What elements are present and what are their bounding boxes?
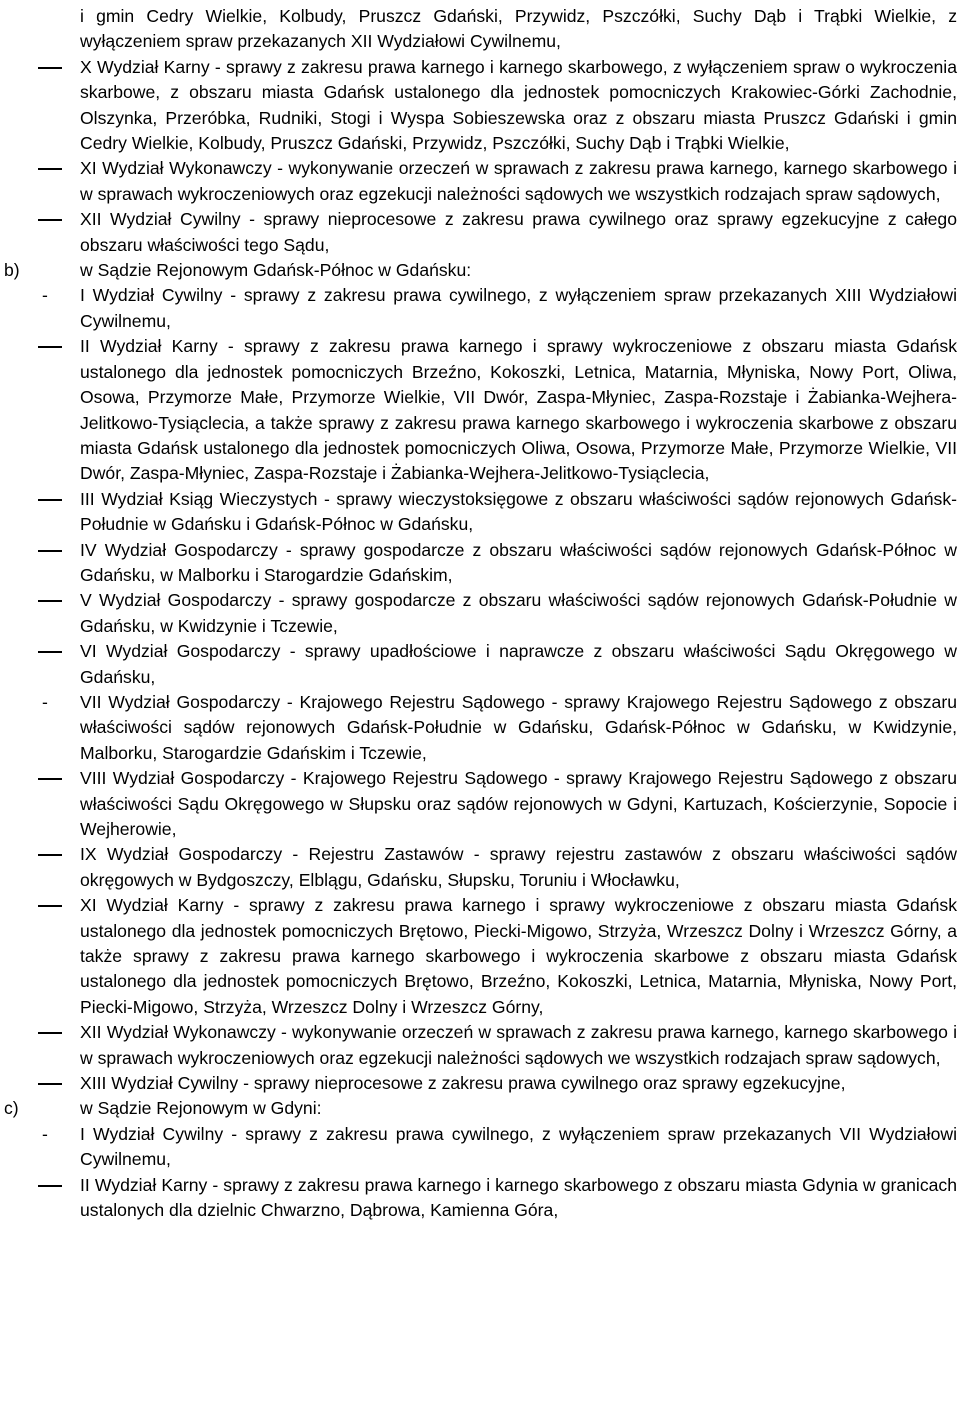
dash-bullet-icon: [38, 219, 62, 221]
list-item: [0, 55, 960, 157]
dash-bullet-icon: [38, 905, 62, 907]
hyphen-bullet: -: [42, 285, 48, 306]
list-item-text: XI Wydział Wykonawczy - wykonywanie orzeczeń w sprawach z zakresu prawa karnego, karnego skarbowego i w sprawach wykroczeniowych oraz egzekucji należności sądowych we wszystkich rodzajach spraw sądowych,: [80, 158, 957, 204]
list-item-text: IX Wydział Gospodarczy - Rejestru Zastawów - sprawy rejestru zastawów z obszaru właściwości sądów okręgowych w Bydgoszczy, Elblągu, Gdańsku, Słupsku, Toruniu i Włocławku,: [80, 844, 957, 890]
dash-bullet-icon: [38, 67, 62, 69]
list-item-text: XII Wydział Wykonawczy - wykonywanie orzeczeń w sprawach z zakresu prawa karnego, karnego skarbowego i w sprawach wykroczeniowych oraz egzekucji należności sądowych we wszystkich rodzajach spraw sądowych,: [80, 1022, 957, 1068]
list-item-text: I Wydział Cywilny - sprawy z zakresu prawa cywilnego, z wyłączeniem spraw przekazanych XIII Wydziałowi Cywilnemu,: [80, 285, 957, 331]
list-item-text: X Wydział Karny - sprawy z zakresu prawa karnego i karnego skarbowego, z wyłączeniem spraw o wykroczenia skarbowe, z obszaru miasta Gdańsk ustalonego dla jednostek pomocniczych Krakowiec-Górki Zachodnie, Olszynka, Przeróbka, Rudniki, Stogi i Wyspa Sobieszewska oraz z obszaru miasta Pruszcz Gdański i gmin Cedry Wielkie, Kolbudy, Pruszcz Gdański, Przywidz, Pszczółki, Suchy Dąb i Trąbki Wielkie,: [80, 56, 957, 154]
list-item: [0, 1122, 960, 1173]
list-item: [0, 538, 960, 589]
list-item: [0, 283, 960, 334]
list-item-text: VI Wydział Gospodarczy - sprawy upadłościowe i naprawcze z obszaru właściwości Sądu Okręgowego w Gdańsku,: [80, 641, 957, 687]
dash-bullet-icon: [38, 499, 62, 501]
list-item: [0, 690, 960, 766]
list-item: [0, 487, 960, 538]
dash-bullet-icon: [38, 600, 62, 602]
dash-bullet-icon: [38, 346, 62, 348]
list-item: [0, 1173, 960, 1224]
list-item-text: VIII Wydział Gospodarczy - Krajowego Rejestru Sądowego - sprawy Krajowego Rejestru Sądowego z obszaru właściwości Sądu Okręgowego w Słupsku oraz sądów rejonowych w Gdyni, Kartuzach, Kościerzynie, Sopocie i Wejherowie,: [80, 768, 957, 839]
list-item: [0, 842, 960, 893]
list-item: [0, 1071, 960, 1096]
list-item-text: XII Wydział Cywilny - sprawy nieprocesowe z zakresu prawa cywilnego oraz sprawy egzekucyjne z całego obszaru właściwości tego Sądu,: [80, 209, 957, 255]
dash-bullet-icon: [38, 168, 62, 170]
list-item-text: XIII Wydział Cywilny - sprawy nieprocesowe z zakresu prawa cywilnego oraz sprawy egzekucyjne,: [80, 1073, 846, 1094]
section-heading-text: w Sądzie Rejonowym Gdańsk-Północ w Gdańsku:: [80, 260, 472, 281]
section-label: c): [4, 1098, 19, 1119]
list-item-text: III Wydział Ksiąg Wieczystych - sprawy wieczystoksięgowe z obszaru właściwości sądów rejonowych Gdańsk-Południe w Gdańsku i Gdańsk-Północ w Gdańsku,: [80, 488, 957, 535]
list-item-text: XI Wydział Karny - sprawy z zakresu prawa karnego i sprawy wykroczeniowe z obszaru miasta Gdańsk ustalonego dla jednostek pomocniczych Brętowo, Piecki-Migowo, Strzyża, Wrzeszcz Dolny i Wrzeszcz Górny, a także sprawy z zakresu prawa karnego skarbowego i wykroczenia skarbowe z obszaru miasta Gdańsk ustalonego dla jednostek pomocniczych Brętowo, Brzeźno, Kokoszki, Letnica, Matarnia, Młyniska, Nowy Port, Piecki-Migowo, Strzyża, Wrzeszcz Dolny i Wrzeszcz Górny,: [80, 895, 957, 1017]
dash-bullet-icon: [38, 1083, 62, 1085]
list-item: [0, 588, 960, 639]
dash-bullet-icon: [38, 651, 62, 653]
list-item-text: II Wydział Karny - sprawy z zakresu prawa karnego i sprawy wykroczeniowe z obszaru miasta Gdańsk ustalonego dla jednostek pomocniczych Brzeźno, Kokoszki, Letnica, Matarnia, Młyniska, Nowy Port, Oliwa, Osowa, Przymorze Małe, Przymorze Wielkie, VII Dwór, Zaspa-Młyniec, Zaspa-Rozstaje i Żabianka-Wejhera-Jelitkowo-Tysiąclecia, a także sprawy z zakresu prawa karnego skarbowego i wykroczenia skarbowe z obszaru miasta Gdańsk ustalonego dla jednostek pomocniczych Oliwa, Osowa, Przymorze Małe, Przymorze Wielkie, VII Dwór, Zaspa-Młyniec, Zaspa-Rozstaje i Żabianka-Wejhera-Jelitkowo-Tysiąclecia,: [80, 336, 957, 484]
dash-bullet-icon: [38, 1185, 62, 1187]
list-item-text: VII Wydział Gospodarczy - Krajowego Rejestru Sądowego - sprawy Krajowego Rejestru Sądowego z obszaru właściwości sądów rejonowych Gdańsk-Południe w Gdańsku, Gdańsk-Północ w Gdańsku, w Kwidzynie, Malborku, Starogardzie Gdańskim i Tczewie,: [80, 691, 957, 763]
dash-bullet-icon: [38, 550, 62, 552]
dash-bullet-icon: [38, 854, 62, 856]
dash-bullet-icon: [38, 1032, 62, 1034]
dash-bullet-icon: [38, 778, 62, 780]
paragraph-continuation: [0, 4, 960, 55]
list-item: [0, 766, 960, 842]
section-label: b): [4, 260, 20, 281]
list-item: [0, 893, 960, 1020]
list-item: [0, 207, 960, 258]
list-item-text: V Wydział Gospodarczy - sprawy gospodarcze z obszaru właściwości sądów rejonowych Gdańsk-Południe w Gdańsku, w Kwidzynie i Tczewie,: [80, 590, 957, 636]
list-item: [0, 156, 960, 207]
document-page: [0, 4, 960, 1224]
section-heading: [0, 258, 960, 283]
hyphen-bullet: -: [42, 691, 48, 712]
hyphen-bullet: -: [42, 1123, 48, 1144]
section-heading: [0, 1096, 960, 1121]
list-item: [0, 334, 960, 486]
list-item-text: I Wydział Cywilny - sprawy z zakresu prawa cywilnego, z wyłączeniem spraw przekazanych VII Wydziałowi Cywilnemu,: [80, 1123, 957, 1170]
paragraph-text: i gmin Cedry Wielkie, Kolbudy, Pruszcz Gdański, Przywidz, Pszczółki, Suchy Dąb i Trąbki Wielkie, z wyłączeniem spraw przekazanych XII Wydziałowi Cywilnemu,: [80, 6, 957, 52]
list-item: [0, 1020, 960, 1071]
section-heading-text: w Sądzie Rejonowym w Gdyni:: [80, 1098, 322, 1119]
list-item: [0, 639, 960, 690]
list-item-text: IV Wydział Gospodarczy - sprawy gospodarcze z obszaru właściwości sądów rejonowych Gdańsk-Północ w Gdańsku, w Malborku i Starogardzie Gdańskim,: [80, 539, 957, 585]
list-item-text: II Wydział Karny - sprawy z zakresu prawa karnego i karnego skarbowego z obszaru miasta Gdynia w granicach ustalonych dla dzielnic Chwarzno, Dąbrowa, Kamienna Góra,: [80, 1174, 957, 1221]
